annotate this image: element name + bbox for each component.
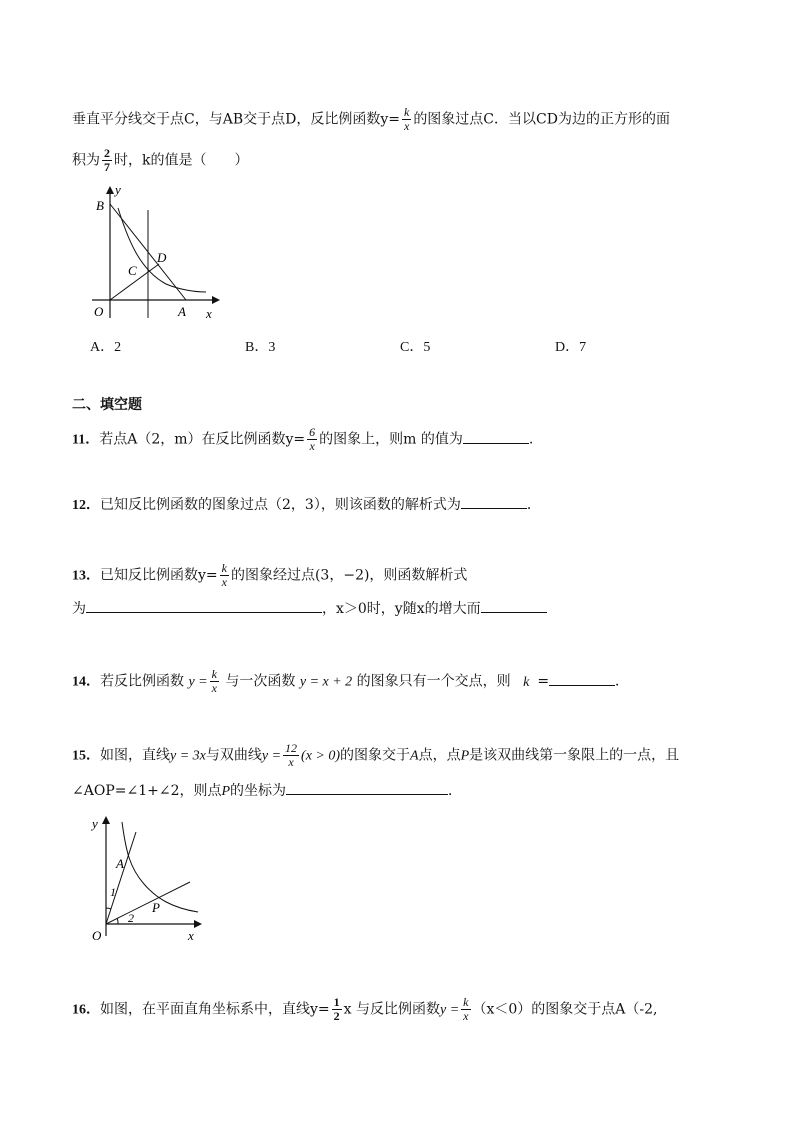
x-axis-arrow <box>212 296 220 304</box>
label-A: A <box>178 304 186 319</box>
fraction: $\frac{6}{x}$ <box>309 425 316 453</box>
label-x: x <box>206 306 212 321</box>
answer-blank[interactable] <box>481 598 547 613</box>
option-a[interactable]: A．2 <box>90 340 122 355</box>
fraction: $\frac{k}{x}$ <box>463 995 469 1023</box>
label-B: B <box>96 198 104 213</box>
fraction: $\frac{1}{2}$ <box>333 995 340 1023</box>
label-2: 2 <box>128 911 134 925</box>
option-c[interactable]: C．5 <box>400 340 431 355</box>
q10-figure <box>84 180 224 325</box>
label-D: D <box>157 250 167 265</box>
label-P: P <box>152 900 160 915</box>
fraction: $\frac{12}{x}$ <box>285 741 298 769</box>
option-b[interactable]: B．3 <box>245 340 276 355</box>
q10-line2: 积为 $\frac{2}{7}$ 时，k的值是（ ） <box>72 146 249 174</box>
question-12: 12．已知反比例函数的图象过点（2，3），则该函数的解析式为 ． <box>72 494 541 516</box>
fraction: $\frac{2}{7}$ <box>104 146 110 174</box>
section-title: 二、填空题 <box>72 397 142 413</box>
fraction: $\frac{k}{x}$ <box>221 561 227 589</box>
option-d[interactable]: D．7 <box>555 340 587 355</box>
angle-2-arc <box>117 918 118 924</box>
answer-blank[interactable] <box>286 780 448 795</box>
angle-1-arc <box>106 908 111 909</box>
fraction: $\frac{k}{x}$ <box>403 105 410 133</box>
label-C: C <box>128 263 137 278</box>
question-15-line2: ∠AOP=∠1+∠2，则点P的坐标为 ． <box>72 780 462 802</box>
question-13: 13．已知反比例函数y= $\frac{k}{x}$ 的图象经过点(3，−2)，则函数解析式 <box>72 561 468 589</box>
answer-blank[interactable] <box>549 671 615 686</box>
q15-figure <box>86 812 210 944</box>
hyperbola <box>122 822 198 912</box>
x-axis-arrow <box>194 920 202 928</box>
question-14: 14．若反比例函数 y = $\frac{k}{x}$ 与一次函数 y = x + 2 的图象只有一个交点，则 k = ． <box>72 667 630 695</box>
answer-blank[interactable] <box>463 429 529 444</box>
answer-blank[interactable] <box>86 598 322 613</box>
fraction: $\frac{k}{x}$ <box>211 667 217 695</box>
label-y: y <box>115 182 121 197</box>
question-13-line2: 为 ，x＞0时，y随x的增大而 <box>72 598 547 619</box>
y-axis-arrow <box>106 186 114 194</box>
label-1: 1 <box>110 885 116 899</box>
label-O: O <box>94 304 104 319</box>
question-15: 15．如图，直线y = 3x与双曲线y = $\frac{12}{x}$ (x > 0)的图象交于A点，点P是该双曲线第一象限上的一点，且 <box>72 741 680 769</box>
y-axis-arrow <box>102 816 110 824</box>
answer-blank[interactable] <box>461 494 527 509</box>
label-y: y <box>92 816 98 831</box>
q10-line1: 垂直平分线交于点C，与AB交于点D，反比例函数y= $\frac{k}{x}$ 的图象过点C．当以CD为边的正方形的面 <box>72 105 670 133</box>
question-16: 16．如图，在平面直角坐标系中，直线y= $\frac{1}{2}$ x 与反比例函数y = $\frac{k}{x}$ （x＜0）的图象交于点A（-2, <box>72 995 658 1023</box>
label-A: A <box>116 856 124 871</box>
question-11: 11．若点A（2，m）在反比例函数y= $\frac{6}{x}$ 的图象上，则m 的值为 . <box>72 425 534 453</box>
label-x: x <box>188 928 194 943</box>
label-O: O <box>92 928 102 943</box>
